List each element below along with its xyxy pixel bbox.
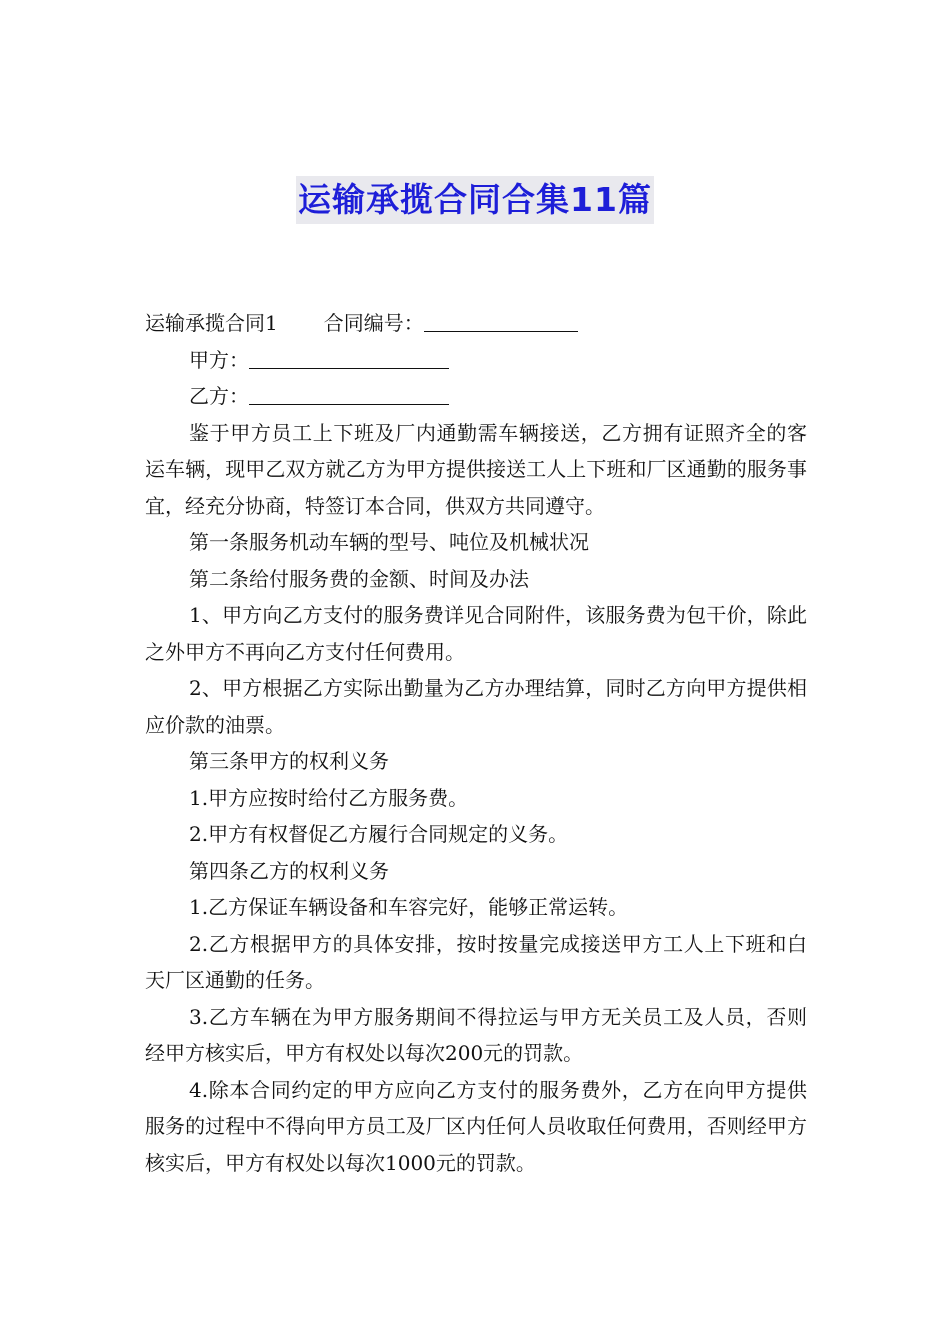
title-container bbox=[0, 176, 950, 224]
contract-header-line bbox=[145, 305, 807, 342]
party-a-line bbox=[145, 342, 807, 379]
party-a-label: 甲方： bbox=[189, 347, 249, 372]
article-4-clause-1: 1.乙方保证车辆设备和车容完好，能够正常运转。 bbox=[189, 895, 629, 919]
article-1-heading: 第一条服务机动车辆的型号、吨位及机械状况 bbox=[189, 530, 589, 554]
article-3-clause-1: 1.甲方应按时给付乙方服务费。 bbox=[189, 785, 469, 810]
party-b-line bbox=[145, 378, 807, 415]
party-a-blank bbox=[249, 346, 449, 369]
article-2-clause-1: 1、甲方向乙方支付的服务费详见合同附件，该服务费为包干价，除此之外甲方不再向乙方支付任何费用。 bbox=[145, 603, 807, 664]
party-b-blank bbox=[249, 382, 449, 405]
article-4-heading: 第四条乙方的权利义务 bbox=[189, 858, 389, 883]
article-4-clause-3: 3.乙方车辆在为甲方服务期间不得拉运与甲方无关员工及人员，否则经甲方核实后，甲方有权处以每次200元的罚款。 bbox=[145, 1004, 807, 1065]
article-2-heading: 第二条给付服务费的金额、时间及办法 bbox=[189, 566, 529, 591]
contract-number-label: 合同编号： bbox=[323, 311, 424, 335]
contract-name: 运输承揽合同1 bbox=[145, 311, 278, 335]
document-body bbox=[145, 305, 807, 1181]
party-b-label: 乙方： bbox=[189, 384, 249, 408]
document-title: 运输承揽合同合集11篇 bbox=[296, 176, 654, 224]
preamble-paragraph: 鉴于甲方员工上下班及厂内通勤需车辆接送，乙方拥有证照齐全的客运车辆，现甲乙双方就乙方为甲方提供接送工人上下班和厂区通勤的服务事宜，经充分协商，特签订本合同，供双方共同遵守。 bbox=[145, 420, 807, 518]
article-4-clause-4: 4.除本合同约定的甲方应向乙方支付的服务费外，乙方在向甲方提供服务的过程中不得向甲方员工及厂区内任何人员收取任何费用，否则经甲方核实后，甲方有权处以每次1000元的罚款。 bbox=[145, 1077, 807, 1175]
article-3-heading: 第三条甲方的权利义务 bbox=[189, 749, 389, 773]
article-2-clause-2: 2、甲方根据乙方实际出勤量为乙方办理结算，同时乙方向甲方提供相应价款的油票。 bbox=[145, 676, 807, 737]
contract-number-blank bbox=[424, 309, 578, 332]
article-4-clause-2: 2.乙方根据甲方的具体安排，按时按量完成接送甲方工人上下班和白天厂区通勤的任务。 bbox=[145, 931, 807, 992]
article-3-clause-2: 2.甲方有权督促乙方履行合同规定的义务。 bbox=[189, 822, 569, 846]
